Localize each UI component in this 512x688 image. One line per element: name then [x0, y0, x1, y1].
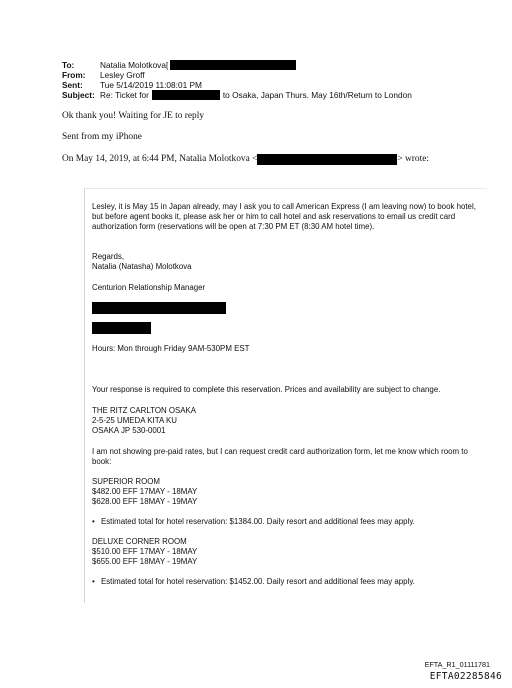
signer-title: Centurion Relationship Manager	[92, 283, 206, 292]
signature-line: Sent from my iPhone	[62, 132, 142, 142]
subject-label: Subject:	[62, 90, 95, 100]
room-total-text: Estimated total for hotel reservation: $1452.00. Daily resort and additional fees may apply.	[100, 577, 415, 586]
room-rate: $655.00 EFF 18MAY - 19MAY	[92, 557, 198, 566]
quote-intro-text: On May 14, 2019, at 6:44 PM, Natalia Molotkova <	[62, 154, 258, 164]
to-row	[62, 60, 412, 70]
hours-line: Hours: Mon through Friday 9AM-530PM EST	[92, 344, 250, 353]
room-total	[92, 577, 415, 587]
document-reference: EFTA_R1_01111781	[424, 660, 490, 669]
room-total	[92, 517, 415, 527]
room-rate: $482.00 EFF 17MAY - 18MAY	[92, 487, 198, 496]
regards-line: Regards,	[92, 252, 125, 261]
reply-line: Ok thank you! Waiting for JE to reply	[62, 111, 205, 121]
from-value: Lesley Groff	[100, 70, 145, 80]
hotel-address-line: OSAKA JP 530-0001	[92, 426, 166, 435]
hotel-name: THE RITZ CARLTON OSAKA	[92, 406, 197, 415]
to-value: Natalia Molotkova[	[100, 60, 169, 70]
room-name: DELUXE CORNER ROOM	[92, 537, 187, 546]
quote-intro	[62, 153, 429, 165]
room-total-text: Estimated total for hotel reservation: $1384.00. Daily resort and additional fees may apply.	[100, 517, 415, 526]
signer-name: Natalia (Natasha) Molotkova	[92, 262, 192, 271]
redaction-block	[92, 302, 226, 314]
bullet: •	[92, 517, 95, 526]
subject-row	[62, 90, 412, 100]
subject-suffix: to Osaka, Japan Thurs. May 16th/Return to London	[222, 90, 412, 100]
sent-value: Tue 5/14/2019 11:08:01 PM	[100, 80, 202, 90]
redaction-block	[170, 60, 296, 70]
redaction-block	[92, 322, 151, 334]
email-header	[62, 60, 412, 100]
quote-intro-end: > wrote:	[397, 154, 429, 164]
room-name: SUPERIOR ROOM	[92, 477, 160, 486]
from-label: From:	[62, 70, 86, 80]
quoted-paragraph: Lesley, it is May 15 in Japan already, may I ask you to call American Express (I am leaving now) to book hotel, but before agent books it, please ask her or him to call hotel and ask reservations to email us credit card authorization form (reservations will be open at 7:30 PM ET (8:30 AM hotel time).	[92, 202, 476, 232]
sent-row	[62, 80, 412, 90]
room-rate: $510.00 EFF 17MAY - 18MAY	[92, 547, 198, 556]
room-rate: $628.00 EFF 18MAY - 19MAY	[92, 497, 198, 506]
redaction-block	[257, 154, 397, 165]
from-row	[62, 70, 412, 80]
sent-label: Sent:	[62, 80, 83, 90]
hotel-address-line: 2-5-25 UMEDA KITA KU	[92, 416, 177, 425]
bullet: •	[92, 577, 95, 586]
to-label: To:	[62, 60, 75, 70]
rates-paragraph: I am not showing pre-paid rates, but I can request credit card authorization form, let me know which room to book:	[92, 447, 468, 467]
bates-number: EFTA02285846	[429, 671, 502, 682]
notice-line: Your response is required to complete this reservation. Prices and availability are subject to change.	[92, 385, 441, 394]
subject-prefix: Re: Ticket for	[100, 90, 149, 100]
redaction-block	[152, 90, 220, 100]
